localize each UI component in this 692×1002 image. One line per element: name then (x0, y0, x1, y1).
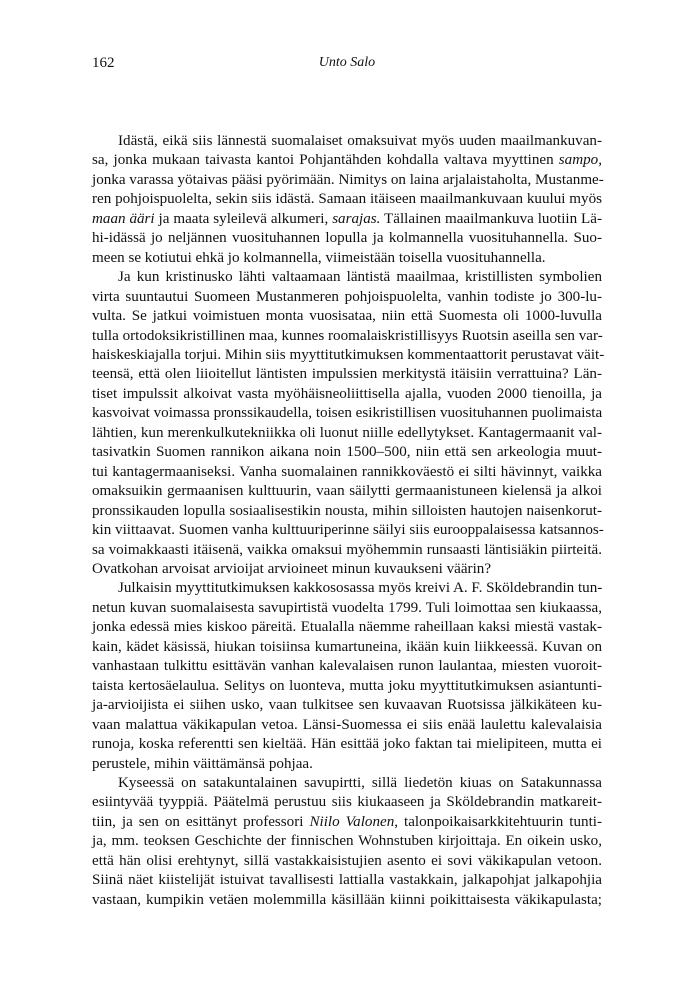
text-line: vastaan, kumpikin vetäen molemmilla käsillään kiinni poikittaisesta väkikapulasta; (92, 891, 602, 908)
text-line: sa, jonka mukaan taivasta kantoi Pohjantähden kohdalla valtava myyttinen sampo, (92, 152, 602, 169)
text-line: omaksuikin germaanisen kulttuurin, vaan säilytti germaanistuneen kielensä ja alkoi (92, 483, 602, 500)
text-line: vanhastaan tulkittu esittävän vanhan kalevalaisen runon laulantaa, miesten vuoroit- (92, 658, 602, 675)
text-line: vulta. Se jatkui voimistuen monta vuosisataa, niin että Suomesta oli 1000-luvulla (92, 308, 602, 325)
text-line: Idästä, eikä siis lännestä suomalaiset omaksuivat myös uuden maailmankuvan- (118, 133, 602, 149)
text-line: että hän olisi erehtynyt, sillä vastakkaisistujien asento ei sovi väkikapulan vetoon. (92, 852, 602, 869)
page-number: 162 (92, 55, 115, 71)
text-line: virta suuntautui Suomeen Mustanmeren pohjoispuolelta, vanhin todiste jo 300-lu- (92, 288, 602, 305)
text-line: tasivatkin Suomen rannikon aikana noin 1500–500, niin että sen arkeologia muut- (92, 444, 602, 461)
text-line: tulla ortodoksikristillinen maa, kunnes roomalaiskristillisyys Ruotsin aseilla sen var- (92, 327, 603, 344)
paragraph-1 (92, 132, 602, 268)
text-line: kain, kädet käsissä, hiukan toisiinsa kumartuneina, ikään kuin liikkeessä. Kuvan on (92, 638, 602, 655)
text-line: perustele, mihin väittämänsä pohjaa. (92, 755, 313, 772)
text-line: Ja kun kristinusko lähti valtaamaan läntistä maailmaa, kristillisten symbolien (118, 269, 602, 286)
text-line: jonka edessä mies kiskoo päreitä. Etualalla näemme raheillaan kaksi miestä vastak- (92, 619, 602, 636)
text-line: ja-arvioijista ei siihen usko, vaan tulkitsee sen kuvaavan Ruotsissa jälkikäteen ku- (92, 697, 602, 714)
italic-term-sampo: sampo, (558, 152, 602, 169)
text-line: ren pohjoispuolelta, sekin siis idästä. Samaan itäiseen maailmankuvaan kuului myös (92, 191, 602, 208)
text-line: sa voimakkaasti itäisenä, vaikka omaksui myöhemmin runsaasti läntisiäkin piirteitä. (92, 541, 602, 558)
text-line: vaan malattua väkikapulan vetoa. Länsi-Suomessa ei siis enää laulettu kalevalaisia (92, 716, 602, 733)
text-line: ja, mm. teoksen Geschichte der finnischen Wohnstuben kirjoittaja. En oikein usko, (92, 833, 602, 850)
text-line: kasvoivat voimassa pronssikaudella, toisen esikristillisen vuosituhannen puolimaista (92, 405, 603, 422)
text-line: runoja, koska referentti sen kieltää. Hän esittää joko faktan tai mielipiteen, mutta ei (92, 736, 602, 753)
paragraph-4 (92, 774, 602, 910)
text-line: jonka varassa yötaivas pääsi pyörimään. Nimitys on laina arjalaistaholta, Mustanme- (92, 171, 604, 188)
running-head: Unto Salo (318, 55, 376, 70)
text-line: meen se kotiutui ehkä jo kolmannella, viimeistään toisella vuosituhannella. (92, 249, 546, 266)
text-line: Siinä näet kiistelijät istuivat tavallisesti lattialla vastakkain, jalkapohjat jalkapohjia (92, 872, 602, 889)
text-line: lähtien, kun merenkulkutekniikka oli luonut niille edellytykset. Kantagermaanit val- (92, 424, 602, 441)
text-line: tiset impulssit alkoivat vasta myöhäisneoliittisella ajalla, vuoden 2000 tienoilla, ja (92, 385, 602, 402)
text-line: tui kantagermaaniseksi. Vanha suomalainen rannikkoväestö ei silti hävinnyt, vaikka (92, 463, 602, 480)
text-line: maan ääri ja maata syleilevä alkumeri, sarajas. Tällainen maailmankuva luotiin Lä- (92, 210, 603, 227)
text-line: kin viittaavat. Suomen vanha kulttuuriperinne säilyi siis eurooppalaisessa katsannos- (92, 522, 604, 539)
text-line: Kyseessä on satakuntalainen savupirtti, sillä liedetön kiuas on Satakunnassa (118, 774, 602, 791)
page-header (92, 55, 602, 75)
paragraph-2 (92, 268, 605, 579)
italic-name-niilo-valonen: Niilo Valonen (309, 813, 395, 830)
italic-term-maan-aari: maan ääri (92, 210, 155, 227)
paragraph-3 (92, 579, 602, 774)
text-line: hi-idässä jo neljännen vuosituhannen lopulla ja kolmannella vuosituhannella. Suo- (92, 230, 602, 247)
body-text (92, 132, 605, 910)
text-line: pronssikauden lopulla sosiaalisestikin nousta, mihin silloisten hautojen naisenkorut- (92, 502, 602, 519)
italic-term-sarajas: sarajas. (332, 210, 381, 227)
text-line: Julkaisin myyttitutkimuksen kakkososassa myös kreivi A. F. Sköldebrandin tun- (118, 580, 603, 597)
text-line: teensä, että olen liioitellut läntisten impulssien merkitystä itäisiin verrattuina? Län- (92, 366, 602, 383)
text-line: taista kertosäelaulua. Selitys on luonteva, mutta joku myyttitutkimuksen asiantunti- (92, 677, 602, 694)
text-line: tiin, ja sen on esittänyt professori Niilo Valonen, talonpoikaisarkkitehtuurin tunti- (92, 813, 602, 830)
text-line: haiskeskiajalla torjui. Mihin siis myyttitutkimuksen kommentaattorit perustavat väit- (92, 346, 605, 363)
text-line: netun kuvan suomalaisesta savupirtistä vuodelta 1799. Tuli loimottaa sen kiukaassa, (92, 599, 602, 616)
text-line: esiintyvää tyyppiä. Päätelmä perustuu siis kiukaaseen ja Sköldebrandin matkareit- (92, 794, 602, 811)
text-line: Ovatkohan arvoisat arvioijat arvioineet minun kuvaukseni väärin? (92, 560, 492, 577)
